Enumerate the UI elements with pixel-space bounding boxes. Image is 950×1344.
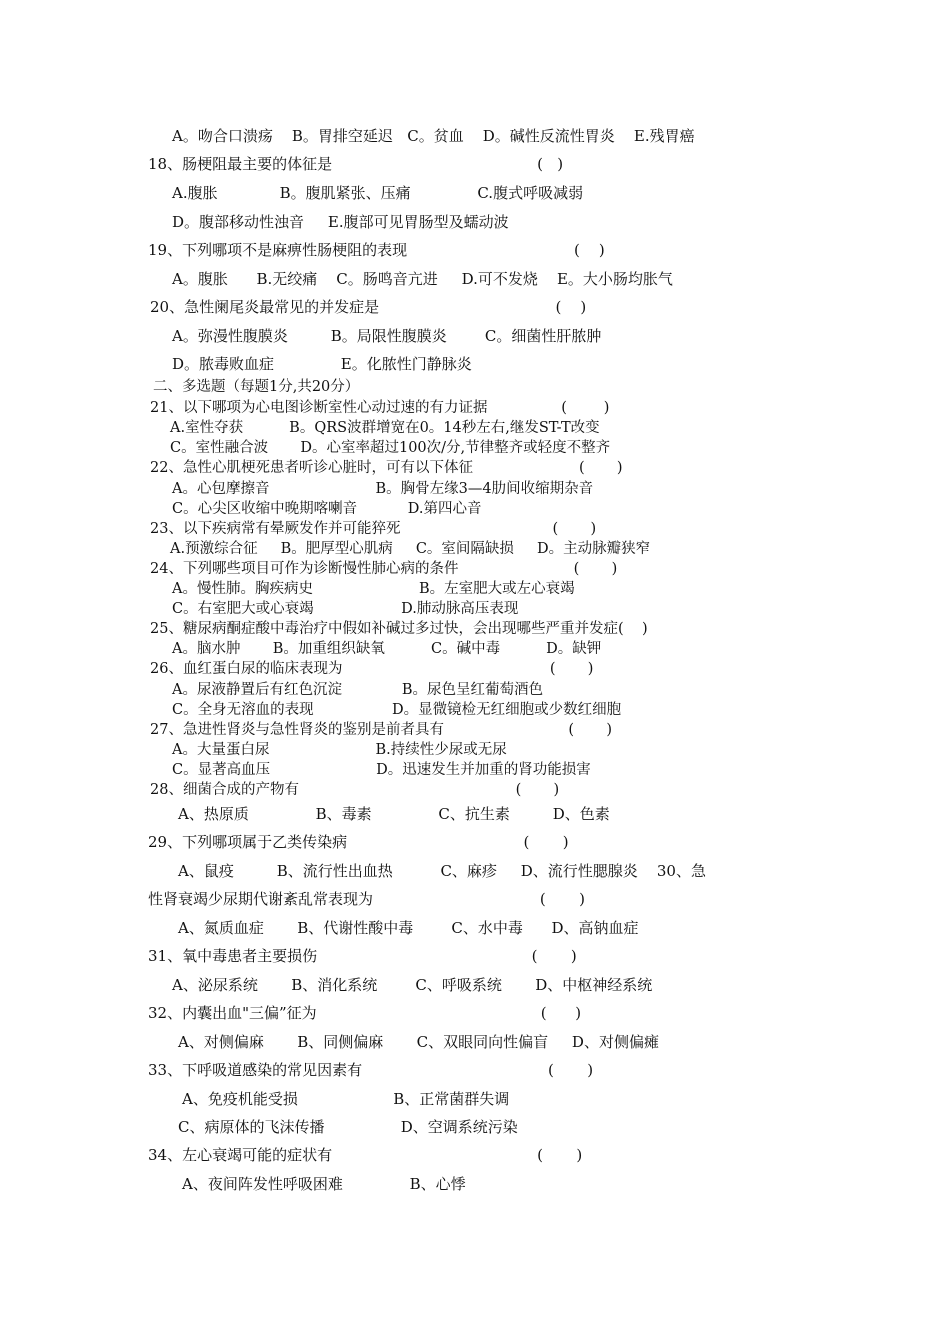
q20-options-line2: D。脓毒败血症 E。化脓性门静脉炎 (172, 355, 472, 373)
q24-stem: 24、下列哪些项目可作为诊断慢性肺心病的条件 ( ) (150, 561, 618, 577)
q32-options: A、对侧偏麻 B、同侧偏麻 C、双眼同向性偏盲 D、对侧偏瘫 (178, 1033, 659, 1051)
q21-options-line2: C。室性融合波 D。心室率超过100次/分,节律整齐或轻度不整齐 (170, 440, 611, 456)
q29-options: A、鼠疫 B、流行性出血热 C、麻疹 D、流行性腮腺炎 30、急 (178, 862, 706, 880)
q24-options-line1: A。慢性肺。胸疾病史 B。左室肥大或左心衰竭 (172, 581, 575, 597)
q28-stem: 28、细菌合成的产物有 ( ) (150, 782, 560, 798)
q30-options: A、氮质血症 B、代谢性酸中毒 C、水中毒 D、高钠血症 (178, 919, 639, 937)
q27-options-line2: C。显著高血压 D。迅速发生并加重的肾功能损害 (172, 762, 591, 778)
q27-stem: 27、急进性肾炎与急性肾炎的鉴别是前者具有 ( ) (150, 722, 612, 738)
q22-stem: 22、急性心肌梗死患者听诊心脏时，可有以下体征 ( ) (150, 460, 623, 476)
q25-options: A。脑水肿 B。加重组织缺氧 C。碱中毒 D。缺钾 (172, 641, 602, 657)
q18-options-line1: A.腹胀 B。腹肌紧张、压痛 C.腹式呼吸减弱 (172, 184, 584, 202)
q20-options-line1: A。弥漫性腹膜炎 B。局限性腹膜炎 C。细菌性肝脓肿 (172, 327, 602, 345)
q24-options-line2: C。右室肥大或心衰竭 D.肺动脉高压表现 (172, 601, 519, 617)
q33-options-line2: C、病原体的飞沫传播 D、空调系统污染 (178, 1118, 518, 1136)
q20-stem: 20、急性阑尾炎最常见的并发症是 ( ) (150, 298, 587, 316)
q22-options-line1: A。心包摩擦音 B。胸骨左缘3—4肋间收缩期杂音 (172, 481, 594, 497)
q27-options-line1: A。大量蛋白尿 B.持续性少尿或无尿 (172, 742, 507, 758)
q31-stem: 31、氧中毒患者主要损伤 ( ) (148, 947, 577, 965)
q19-stem: 19、下列哪项不是麻痹性肠梗阻的表现 ( ) (148, 241, 605, 259)
q17-options: A。吻合口溃疡 B。胃排空延迟 C。贫血 D。碱性反流性胃炎 E.残胃癌 (172, 127, 695, 145)
q26-stem: 26、血红蛋白尿的临床表现为 ( ) (150, 661, 594, 677)
q31-options: A、泌尿系统 B、消化系统 C、呼吸系统 D、中枢神经系统 (172, 976, 653, 994)
q30-stem-continued: 性肾衰竭少尿期代谢紊乱常表现为 ( ) (148, 890, 585, 908)
section-multiple-choice-heading: 二、多选题（每题1分,共20分） (153, 379, 360, 395)
q21-stem: 21、以下哪项为心电图诊断室性心动过速的有力证据 ( ) (150, 400, 610, 416)
q29-stem: 29、下列哪项属于乙类传染病 ( ) (148, 833, 569, 851)
q32-stem: 32、内囊出血"三偏”征为 ( ) (148, 1004, 582, 1022)
q25-stem: 25、糖尿病酮症酸中毒治疗中假如补碱过多过快，会出现哪些严重并发症( ) (150, 621, 648, 637)
q19-options: A。腹胀 B.无绞痛 C。肠鸣音亢进 D.可不发烧 E。大小肠均胀气 (172, 270, 673, 288)
q21-options-line1: A.室性夺获 B。QRS波群增宽在0。14秒左右,继发ST-T改变 (170, 420, 600, 436)
q23-options: A.预激综合征 B。肥厚型心肌病 C。室间隔缺损 D。主动脉瓣狭窄 (170, 541, 651, 557)
q18-stem: 18、肠梗阻最主要的体征是 ( ) (148, 155, 564, 173)
q22-options-line2: C。心尖区收缩中晚期喀喇音 D.第四心音 (172, 501, 482, 517)
q33-stem: 33、下呼吸道感染的常见因素有 ( ) (148, 1061, 594, 1079)
q28-options: A、热原质 B、毒素 C、抗生素 D、色素 (178, 805, 610, 823)
q33-options-line1: A、免疫机能受损 B、正常菌群失调 (182, 1090, 510, 1108)
q26-options-line2: C。全身无溶血的表现 D。显微镜检无红细胞或少数红细胞 (172, 702, 622, 718)
q34-options: A、夜间阵发性呼吸困难 B、心悸 (182, 1175, 466, 1193)
q18-options-line2: D。腹部移动性浊音 E.腹部可见胃肠型及蠕动波 (172, 213, 509, 231)
q34-stem: 34、左心衰竭可能的症状有 ( ) (148, 1146, 583, 1164)
q26-options-line1: A。尿液静置后有红色沉淀 B。尿色呈红葡萄酒色 (172, 682, 544, 698)
q23-stem: 23、以下疾病常有晕厥发作并可能猝死 ( ) (150, 521, 597, 537)
